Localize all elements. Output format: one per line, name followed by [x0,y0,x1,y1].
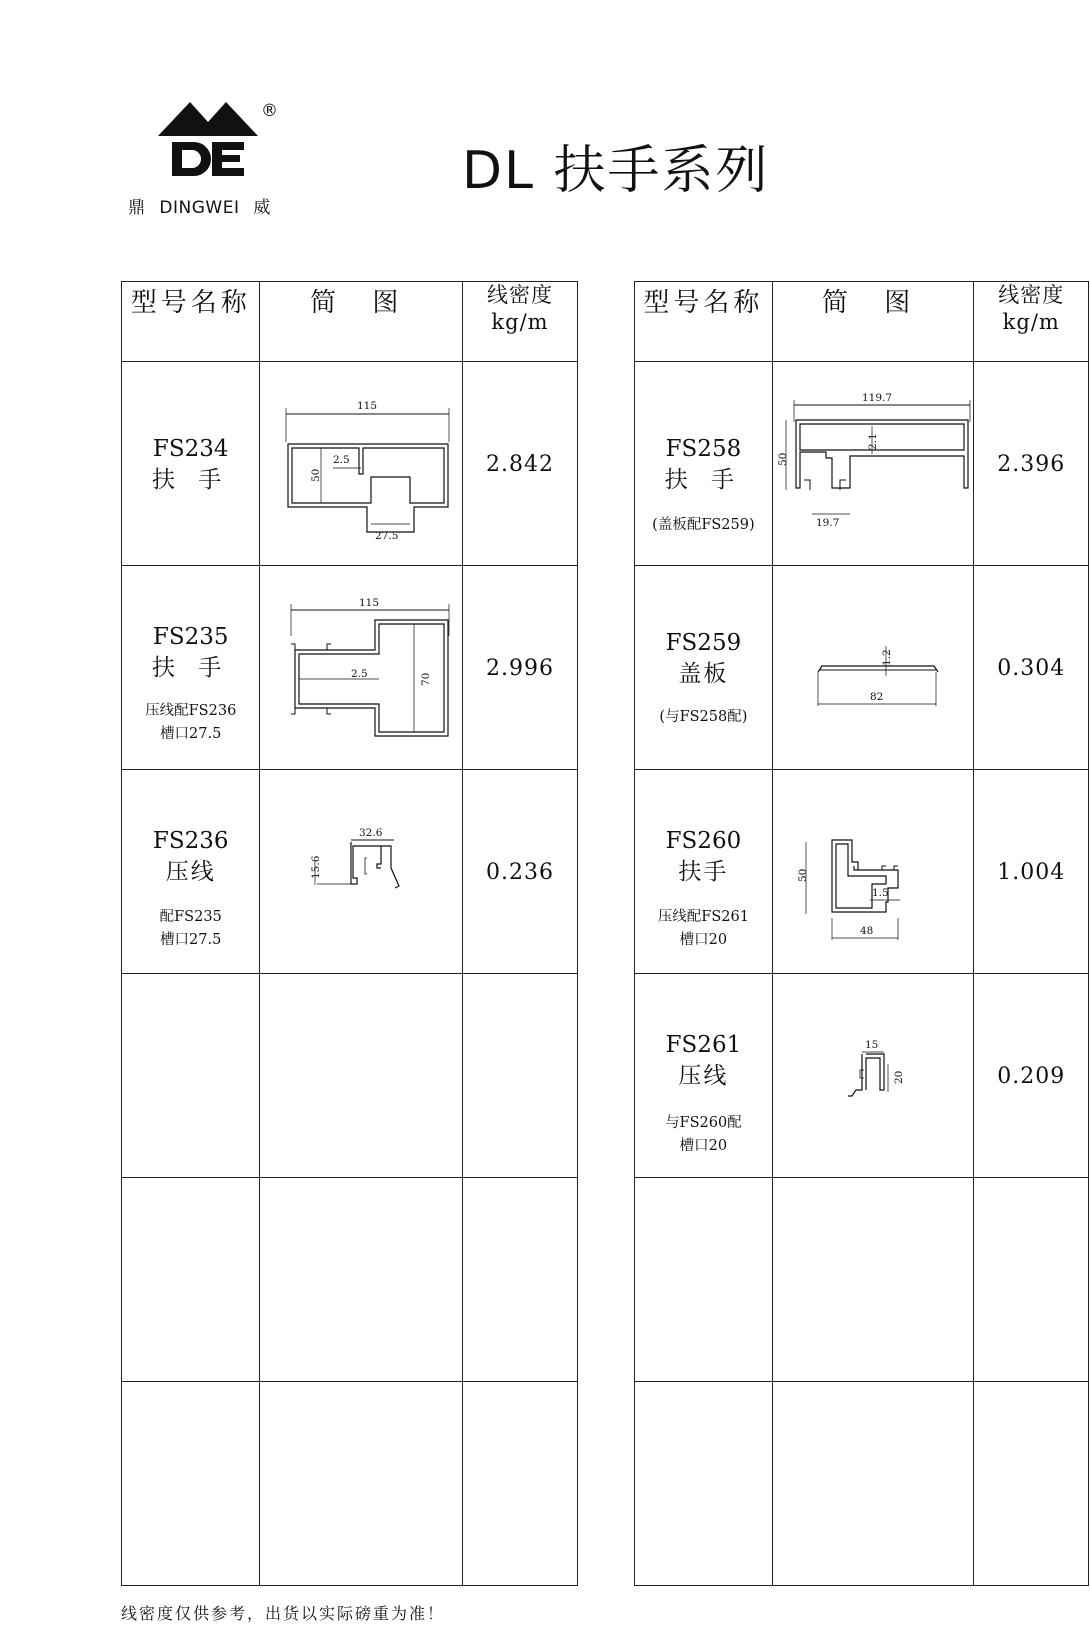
header-density: 线密度 kg/m [974,282,1089,362]
model-cell [635,566,773,770]
drawing-cell [260,566,463,770]
header-drawing: 简 图 [260,282,463,362]
model-name: 扶手 [678,859,729,885]
drawing-cell [772,1178,974,1382]
table-row [635,974,1089,1178]
brand-name: DINGWEI [159,198,240,218]
model-note: (盖板配FS259) [652,517,755,533]
density-value: 0.209 [997,1064,1066,1089]
model-code: FS261 [665,1032,742,1058]
svg-text:32.6: 32.6 [359,827,383,839]
density-cell [974,974,1089,1178]
drawing-cell [260,770,463,974]
model-note: 配FS235 [159,909,222,925]
svg-text:15.6: 15.6 [310,855,323,879]
dingwei-logo-icon [128,96,288,191]
model-cell [122,566,260,770]
model-note: 槽口27.5 [160,726,222,742]
drawing-cell [260,362,463,566]
table-row [122,1382,578,1586]
drawing-cell [772,566,974,770]
brand-wordmark [128,193,288,218]
drawing-cell [772,974,974,1178]
svg-text:48: 48 [859,925,874,937]
model-note: 槽口27.5 [160,932,222,948]
profile-drawing-fs236 [271,770,451,970]
model-note: 槽口20 [679,1138,728,1154]
footer-note: 线密度仅供参考，出货以实际磅重为准！ [121,1604,446,1623]
svg-text:115: 115 [359,597,380,609]
model-name: 压线 [165,859,216,885]
svg-text:115: 115 [357,400,378,412]
svg-text:27.5: 27.5 [375,530,399,542]
profile-drawing-fs258 [774,362,973,562]
model-cell [122,1178,260,1382]
table-row [122,1178,578,1382]
svg-text:50: 50 [796,868,809,882]
model-code: FS234 [152,436,229,462]
svg-text:®: ® [261,101,278,121]
table-row [122,770,578,974]
model-cell [122,974,260,1178]
svg-text:119.7: 119.7 [861,392,892,404]
density-cell [974,566,1089,770]
model-cell [635,362,773,566]
density-cell [462,1382,577,1586]
model-code: FS260 [665,828,742,854]
svg-text:15: 15 [864,1039,879,1051]
left-spec-table [121,281,578,1586]
svg-text:2.1: 2.1 [866,433,879,450]
model-cell [635,974,773,1178]
table-row [635,1178,1089,1382]
header-drawing: 简 图 [772,282,974,362]
model-note: 压线配FS261 [657,909,749,925]
header-model: 型号名称 [635,282,773,362]
drawing-cell [772,770,974,974]
model-code: FS236 [152,828,229,854]
profile-drawing-fs260 [774,770,973,970]
model-code: FS259 [665,630,742,656]
density-cell [462,362,577,566]
model-name: 盖板 [678,661,729,687]
model-note: 压线配FS236 [145,703,237,719]
table-row [635,566,1089,770]
svg-text:50: 50 [310,468,323,482]
right-spec-table [634,281,1089,1586]
table-row [122,566,578,770]
density-cell [462,770,577,974]
model-name: 扶 手 [152,655,230,681]
svg-text:20: 20 [892,1070,905,1084]
model-cell [635,1382,773,1586]
profile-drawing-fs235 [271,566,451,766]
page-title: DL 扶手系列 [462,141,770,201]
model-code: FS235 [152,624,229,650]
profile-drawing-fs259 [774,566,973,766]
model-cell [122,770,260,974]
drawing-cell [772,1382,974,1586]
brand-right-char: 威 [253,198,271,218]
model-cell [122,362,260,566]
brand-left-char: 鼎 [128,198,146,218]
svg-text:1.5: 1.5 [871,887,889,899]
model-cell [122,1382,260,1586]
density-value: 2.396 [997,452,1066,477]
density-cell [462,566,577,770]
brand-logo [128,96,288,221]
model-note: 槽口20 [679,932,728,948]
svg-text:2.5: 2.5 [351,668,368,680]
model-cell [635,770,773,974]
svg-text:70: 70 [420,672,433,686]
header-density: 线密度 kg/m [462,282,577,362]
density-value: 2.996 [485,656,554,681]
profile-drawing-fs234 [271,362,451,542]
density-cell [974,770,1089,974]
density-cell [974,1178,1089,1382]
model-name: 压线 [678,1063,729,1089]
model-code: FS258 [665,436,742,462]
density-value: 0.304 [997,656,1066,681]
table-row [122,362,578,566]
drawing-cell [260,974,463,1178]
table-row [635,362,1089,566]
table-row [635,770,1089,974]
density-value: 0.236 [485,860,554,885]
svg-text:82: 82 [869,691,884,703]
density-cell [974,362,1089,566]
density-value: 2.842 [485,452,554,477]
model-cell [635,1178,773,1382]
svg-text:2.5: 2.5 [333,454,350,466]
density-value: 1.004 [997,860,1066,885]
density-cell [974,1382,1089,1586]
density-cell [462,1178,577,1382]
drawing-cell [260,1178,463,1382]
drawing-cell [772,362,974,566]
profile-drawing-fs261 [774,974,973,1174]
svg-text:19.7: 19.7 [815,517,840,529]
svg-text:1.2: 1.2 [880,649,893,666]
svg-text:50: 50 [776,452,789,466]
table-row [635,1382,1089,1586]
drawing-cell [260,1382,463,1586]
model-name: 扶 手 [664,467,743,493]
table-header-row [122,282,578,362]
table-header-row [635,282,1089,362]
density-cell [462,974,577,1178]
table-row [122,974,578,1178]
model-name: 扶 手 [152,467,230,493]
model-note: (与FS258配) [659,709,748,725]
header-model: 型号名称 [122,282,260,362]
model-note: 与FS260配 [665,1115,742,1131]
